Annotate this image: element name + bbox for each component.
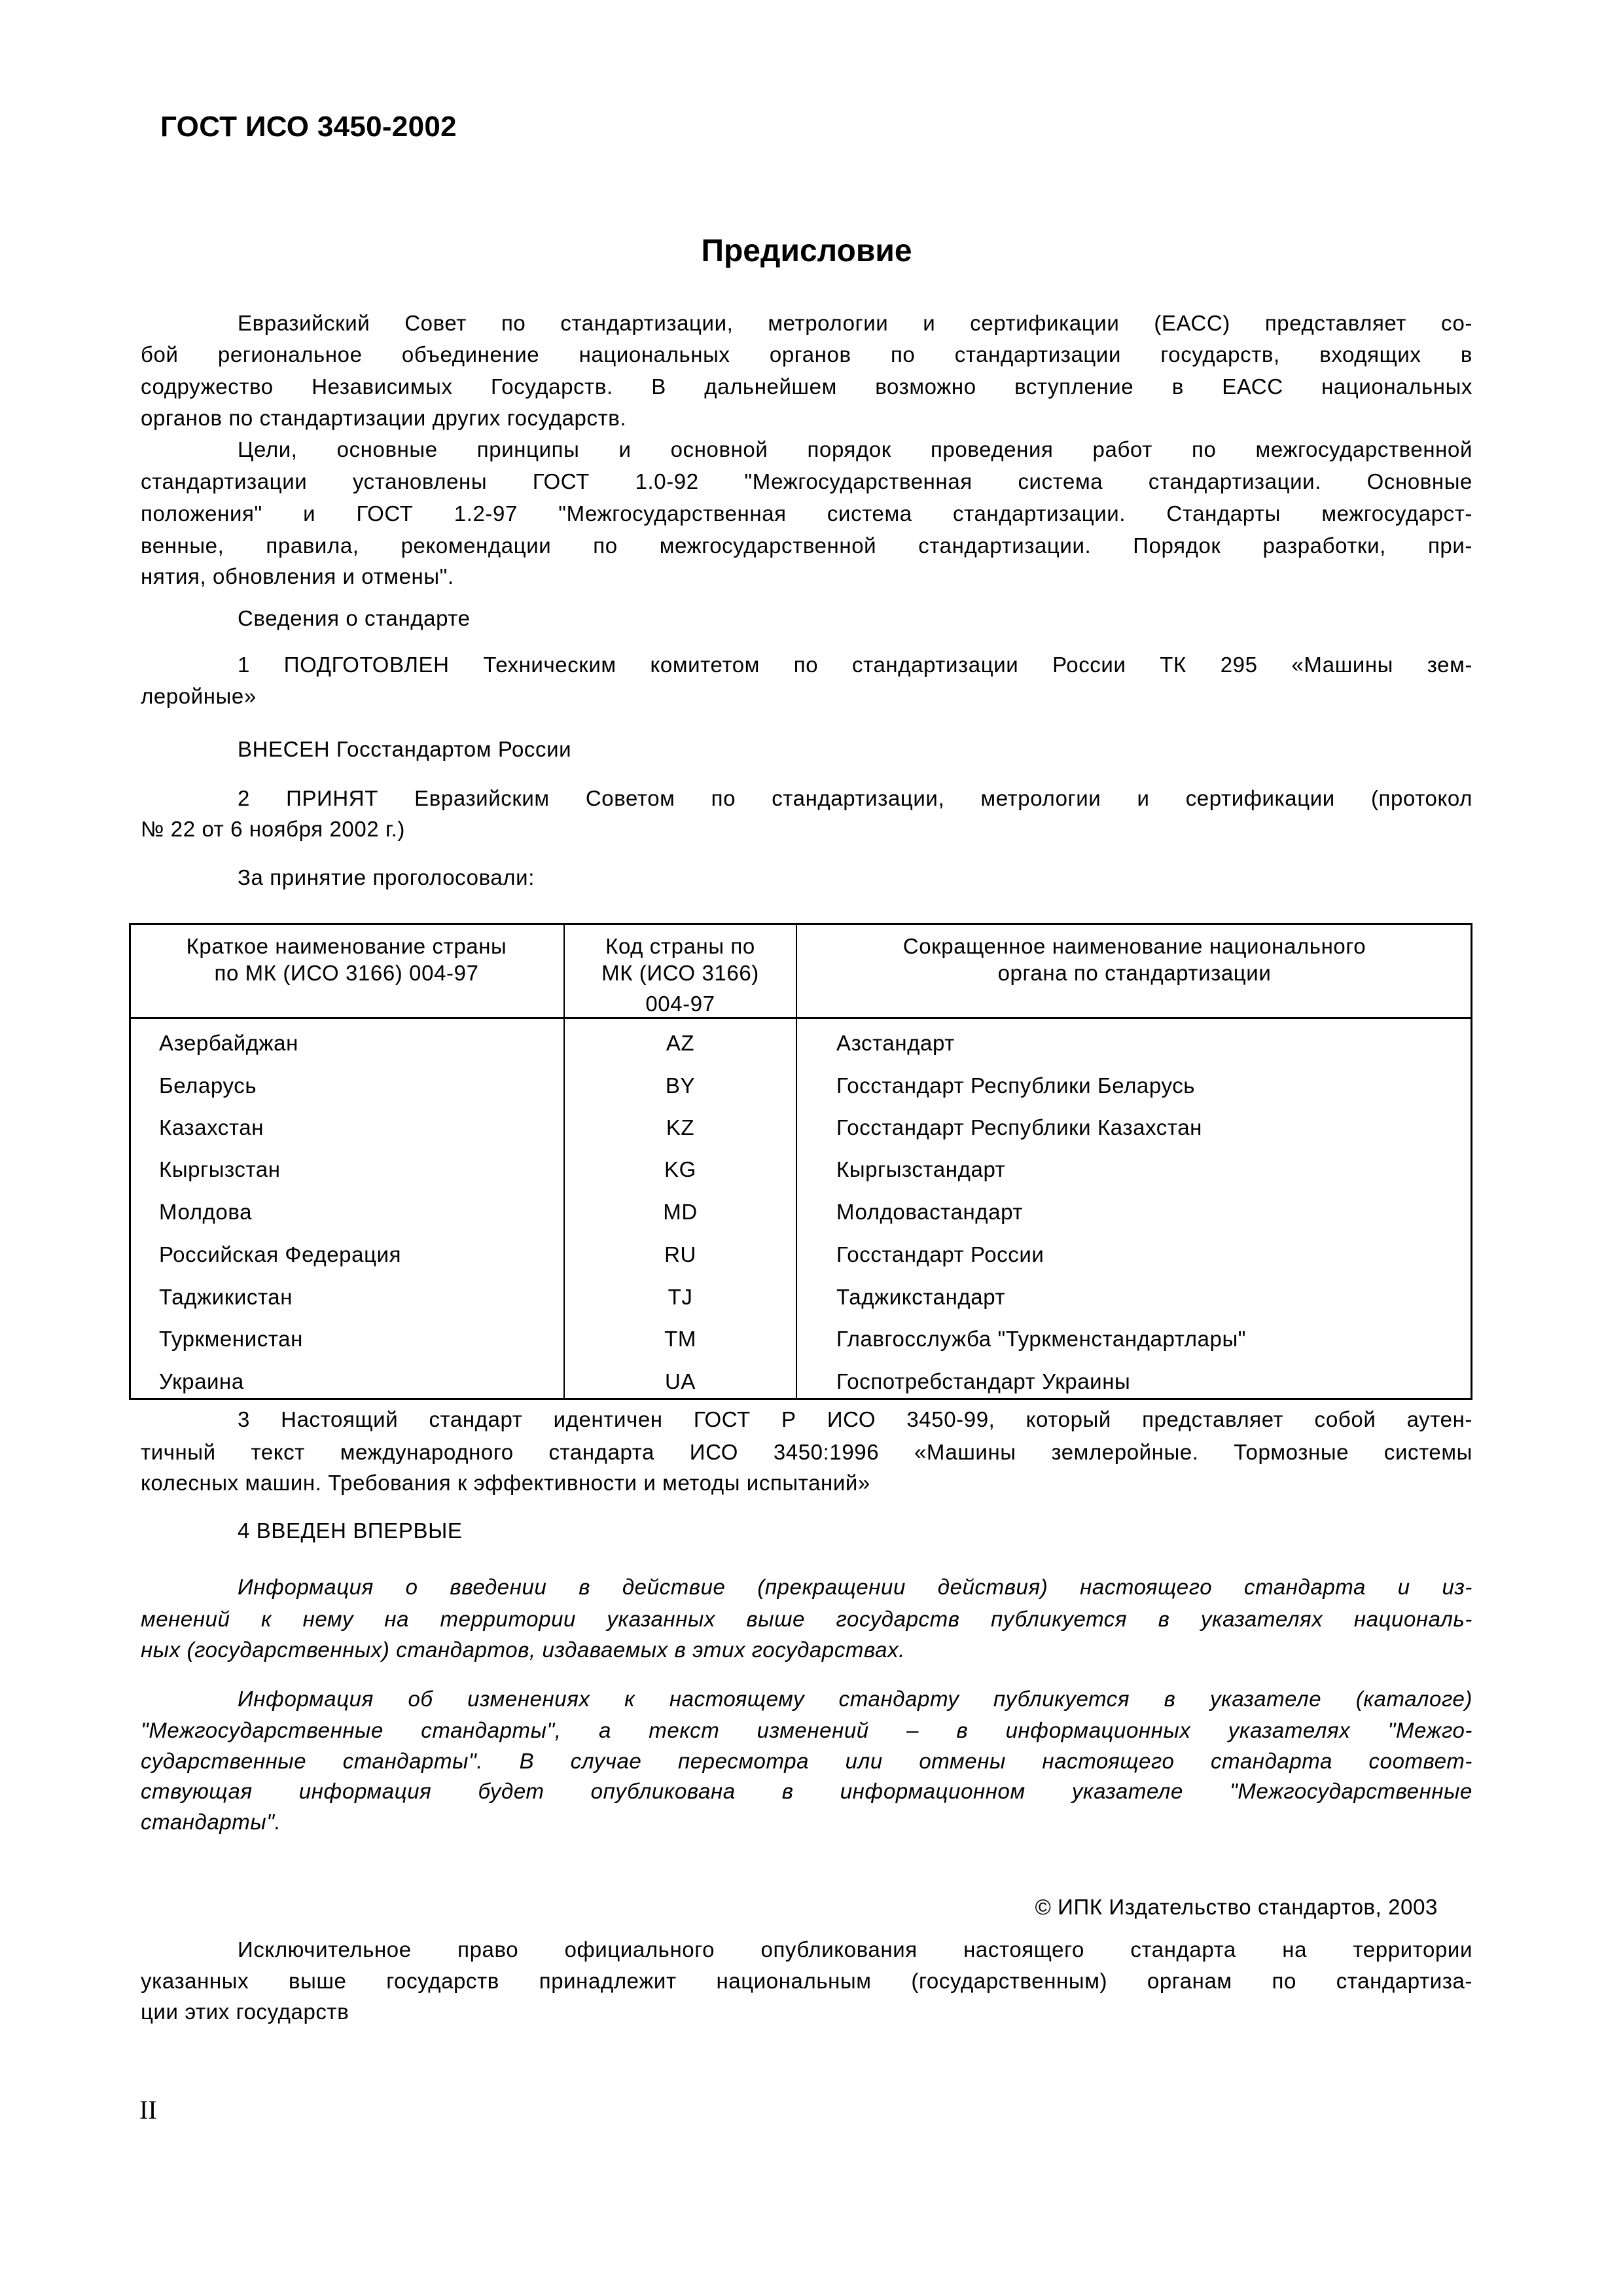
text-line: нятия, обновления и отмены". (141, 564, 454, 588)
country-cell: Азербайджан (159, 1031, 298, 1055)
text-line: Исключительное право официального опубликования настоящего стандарта на территории (238, 1937, 1472, 1962)
text-line: Евразийский Совет по стандартизации, метрологии и сертификации (ЕАСС) представляет со- (238, 311, 1472, 335)
table-header-separator (129, 1017, 1472, 1019)
page-title: Предисловие (701, 234, 912, 268)
code-cell: TJ (668, 1285, 693, 1309)
country-cell: Российская Федерация (159, 1242, 402, 1266)
text-line: стандарты". (141, 1810, 281, 1834)
country-cell: Таджикистан (159, 1285, 293, 1309)
text-line: ции этих государств (141, 2000, 349, 2024)
country-cell: Казахстан (159, 1115, 264, 1139)
code-cell: MD (663, 1200, 698, 1224)
code-cell: BY (665, 1073, 696, 1098)
header-line: Краткое наименование страны (186, 934, 507, 958)
country-cell: Молдова (159, 1200, 253, 1224)
text-line: "Межгосударственные стандарты", а текст изменений – в информационных указателях "Межго- (141, 1718, 1472, 1742)
text-line: 1 ПОДГОТОВЛЕН Техническим комитетом по стандартизации России ТК 295 «Машины зем- (238, 653, 1472, 677)
text-line: сударственные стандарты". В случае пересмотра или отмены настоящего стандарта соответ- (141, 1749, 1472, 1773)
text-line: венные, правила, рекомендации по межгосударственной стандартизации. Порядок разработки, при- (141, 533, 1472, 558)
body-cell: Госстандарт России (836, 1242, 1044, 1266)
text-line: Информация об изменениях к настоящему стандарту публикуется в указателе (каталоге) (238, 1687, 1472, 1711)
text-line: колесных машин. Требования к эффективности и методы испытаний» (141, 1471, 870, 1495)
introduced-by: ВНЕСЕН Госстандартом России (238, 737, 572, 761)
copyright-notice: © ИПК Издательство стандартов, 2003 (1035, 1895, 1438, 1919)
body-cell: Кыргызстандарт (836, 1157, 1006, 1181)
document-code-header: ГОСТ ИСО 3450-2002 (160, 111, 457, 143)
header-line: 004-97 (645, 992, 715, 1016)
country-cell: Беларусь (159, 1073, 257, 1098)
text-line: содружество Независимых Государств. В дальнейшем возможно вступление в ЕАСС национальных (141, 374, 1472, 399)
text-line: ствующая информация будет опубликована в информационном указателе "Межгосударственные (141, 1779, 1472, 1803)
header-line: органа по стандартизации (997, 961, 1272, 985)
text-line: 2 ПРИНЯТ Евразийским Советом по стандартизации, метрологии и сертификации (протокол (238, 786, 1472, 810)
text-line: ных (государственных) стандартов, издаваемых в этих государствах. (141, 1638, 905, 1662)
text-line: положения" и ГОСТ 1.2-97 "Межгосударственная система стандартизации. Стандарты межгосударст- (141, 501, 1472, 526)
text-line: стандартизации установлены ГОСТ 1.0-92 "Межгосударственная система стандартизации. Основные (141, 469, 1472, 493)
country-cell: Кыргызстан (159, 1157, 281, 1181)
text-line: 3 Настоящий стандарт идентичен ГОСТ Р ИСО 3450-99, который представляет собой аутен- (238, 1407, 1472, 1431)
text-line: менений к нему на территории указанных выше государств публикуется в указателях националь- (141, 1607, 1472, 1631)
item-4-introduced-first-time: 4 ВВЕДЕН ВПЕРВЫЕ (238, 1518, 463, 1543)
table-border (129, 923, 1472, 1400)
code-cell: TM (664, 1327, 696, 1351)
header-line: Код страны по (605, 934, 755, 958)
country-cell: Туркменистан (159, 1327, 303, 1351)
code-cell: KZ (666, 1115, 695, 1139)
body-cell: Главгосслужба "Туркменстандартлары" (836, 1327, 1247, 1351)
text-line: тичный текст международного стандарта ИСО 3450:1996 «Машины землеройные. Тормозные системы (141, 1440, 1472, 1464)
body-cell: Азстандарт (836, 1031, 955, 1055)
standard-info-heading: Сведения о стандарте (238, 606, 471, 630)
voted-label: За принятие проголосовали: (238, 865, 535, 889)
body-cell: Госстандарт Республики Казахстан (836, 1115, 1202, 1139)
code-cell: UA (664, 1369, 696, 1393)
code-cell: RU (664, 1242, 696, 1266)
country-cell: Украина (159, 1369, 244, 1393)
body-cell: Молдовастандарт (836, 1200, 1024, 1224)
text-line: леройные» (141, 684, 257, 708)
code-cell: KG (664, 1157, 696, 1181)
header-line: по МК (ИСО 3166) 004-97 (214, 961, 479, 985)
header-line: Сокращенное наименование национального (902, 934, 1366, 958)
text-line: Цели, основные принципы и основной порядок проведения работ по межгосударственной (238, 437, 1472, 461)
text-line: Информация о введении в действие (прекращении действия) настоящего стандарта и из- (238, 1575, 1472, 1599)
page-number: II (139, 2095, 157, 2125)
header-line: МК (ИСО 3166) (601, 961, 759, 985)
text-line: органов по стандартизации других государств. (141, 406, 627, 430)
body-cell: Таджикстандарт (836, 1285, 1006, 1309)
body-cell: Госстандарт Республики Беларусь (836, 1073, 1196, 1098)
text-line: указанных выше государств принадлежит национальным (государственным) органам по стандартиза- (141, 1969, 1472, 1993)
code-cell: AZ (666, 1031, 695, 1055)
body-cell: Госпотребстандарт Украины (836, 1369, 1131, 1393)
text-line: № 22 от 6 ноября 2002 г.) (141, 817, 405, 841)
text-line: бой региональное объединение национальных органов по стандартизации государств, входящих в (141, 342, 1472, 367)
